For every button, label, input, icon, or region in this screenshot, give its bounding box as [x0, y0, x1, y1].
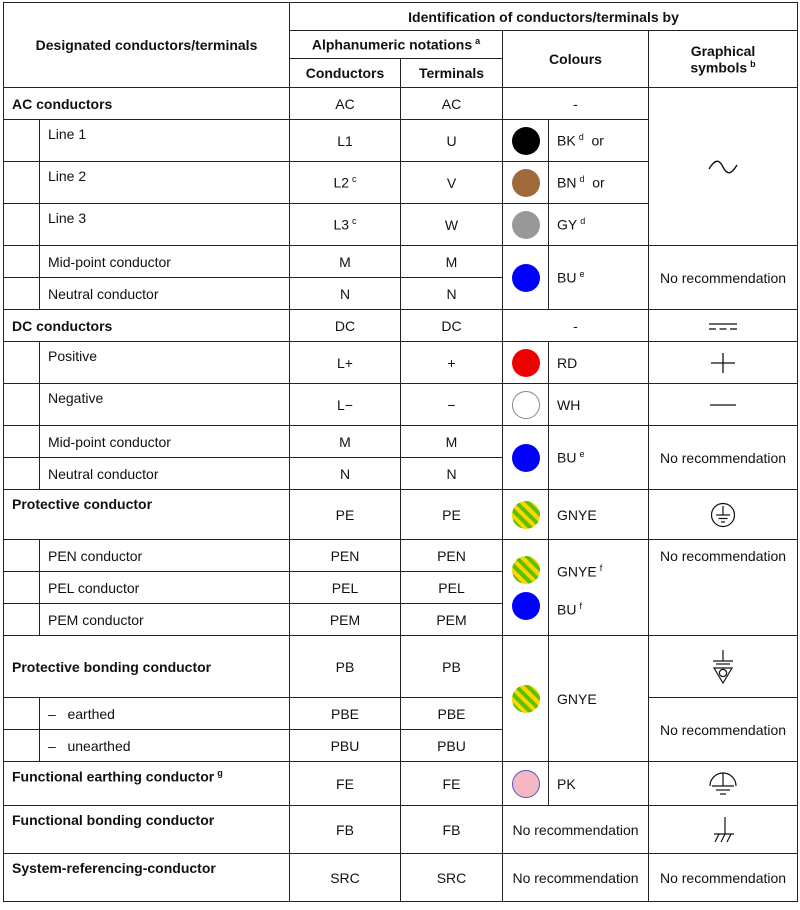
indent-cell [4, 342, 40, 384]
ac-cond: AC [290, 88, 401, 120]
indent-cell [4, 698, 40, 730]
dc-mid-cond: M [290, 426, 401, 458]
ac-line1-cond: L1 [290, 120, 401, 162]
conductor-identification-table [3, 2, 798, 902]
header-graphical: Graphical symbols $^b$ [649, 31, 798, 88]
indent-cell [4, 278, 40, 310]
indent-cell [4, 120, 40, 162]
pe-label: Protective conductor [4, 490, 290, 540]
pb-term: PB [401, 636, 503, 698]
src-colour-no-recommendation: No recommendation [503, 854, 649, 902]
ac-line3-cond: L3 $^c$ [290, 204, 401, 246]
ac-line3-label: Line 3 [40, 204, 290, 246]
ac-line2-label: Line 2 [40, 162, 290, 204]
dc-symbol [649, 310, 798, 342]
fb-cond: FB [290, 806, 401, 854]
fb-label: Functional bonding conductor [4, 806, 290, 854]
pen-no-recommendation: No recommendation [649, 540, 798, 636]
pb-symbol [649, 636, 798, 698]
src-term: SRC [401, 854, 503, 902]
pb-dot [503, 636, 549, 762]
ac-mid-term: M [401, 246, 503, 278]
dc-positive-label: Positive [40, 342, 290, 384]
fb-colour-no-recommendation: No recommendation [503, 806, 649, 854]
ac-neutral-label: Neutral conductor [40, 278, 290, 310]
indent-cell [4, 426, 40, 458]
header-designated: Designated conductors/terminals [4, 3, 290, 88]
pen-colours: GNYE $^f$ BU $^f$ [549, 540, 649, 636]
dc-bu-dot [503, 426, 549, 490]
ac-neutral-term: N [401, 278, 503, 310]
indent-cell [4, 246, 40, 278]
dc-negative-dot [503, 384, 549, 426]
dc-negative-term: − [401, 384, 503, 426]
ac-line2-cond: L2 $^c$ [290, 162, 401, 204]
pe-term: PE [401, 490, 503, 540]
fe-label: Functional earthing conductor $^g$ [4, 762, 290, 806]
dc-negative-colour: WH [549, 384, 649, 426]
fe-colour: PK [549, 762, 649, 806]
dc-neutral-term: N [401, 458, 503, 490]
ac-line3-colour: GY $^d$ [549, 204, 649, 246]
protective-bonding-icon [710, 649, 736, 685]
header-identification: Identification of conductors/terminals by [290, 3, 798, 31]
functional-earth-icon [708, 772, 738, 796]
pe-dot [503, 490, 549, 540]
ac-symbol [649, 88, 798, 246]
ac-bu-dot [503, 246, 549, 310]
ac-line2-colour: BN $^d$ or [549, 162, 649, 204]
src-symbol-no-recommendation: No recommendation [649, 854, 798, 902]
dc-positive-dot [503, 342, 549, 384]
fb-symbol [649, 806, 798, 854]
dc-positive-term: + [401, 342, 503, 384]
indent-cell [4, 204, 40, 246]
fe-cond: FE [290, 762, 401, 806]
pen-dots [503, 540, 549, 636]
header-terminals: Terminals [401, 59, 503, 88]
pb-colour: GNYE [549, 636, 649, 762]
pel-cond: PEL [290, 572, 401, 604]
pem-term: PEM [401, 604, 503, 636]
protective-earth-icon [710, 502, 736, 528]
ac-bu-colour: BU $^e$ [549, 246, 649, 310]
pem-label: PEM conductor [40, 604, 290, 636]
ac-line1-label: Line 1 [40, 120, 290, 162]
pen-cond: PEN [290, 540, 401, 572]
ac-neutral-cond: N [290, 278, 401, 310]
dc-cond: DC [290, 310, 401, 342]
dc-neutral-label: Neutral conductor [40, 458, 290, 490]
header-colours: Colours [503, 31, 649, 88]
src-label: System-referencing-conductor [4, 854, 290, 902]
ac-label: AC conductors [4, 88, 290, 120]
dc-icon [708, 321, 738, 331]
ac-line1-dot [503, 120, 549, 162]
indent-cell [4, 572, 40, 604]
ac-line2-dot [503, 162, 549, 204]
pb-unearthed-label: – unearthed [40, 730, 290, 762]
pel-label: PEL conductor [40, 572, 290, 604]
dc-mid-term: M [401, 426, 503, 458]
ac-term: AC [401, 88, 503, 120]
indent-cell [4, 604, 40, 636]
dc-colour: - [503, 310, 649, 342]
plus-icon [710, 352, 736, 374]
header-conductors: Conductors [290, 59, 401, 88]
dc-neutral-cond: N [290, 458, 401, 490]
ac-line3-term: W [401, 204, 503, 246]
pb-no-recommendation: No recommendation [649, 698, 798, 762]
fe-term: FE [401, 762, 503, 806]
ac-line2-term: V [401, 162, 503, 204]
functional-bonding-icon [710, 816, 736, 844]
header-alphanumeric: Alphanumeric notations $^a$ [290, 31, 503, 59]
pel-term: PEL [401, 572, 503, 604]
dc-label: DC conductors [4, 310, 290, 342]
minus-icon [709, 402, 737, 408]
tilde-icon [707, 159, 739, 175]
pbe-cond: PBE [290, 698, 401, 730]
dc-positive-colour: RD [549, 342, 649, 384]
ac-line1-term: U [401, 120, 503, 162]
ac-mid-cond: M [290, 246, 401, 278]
pen-term: PEN [401, 540, 503, 572]
pe-cond: PE [290, 490, 401, 540]
pe-symbol [649, 490, 798, 540]
ac-colour: - [503, 88, 649, 120]
dc-bu-colour: BU $^e$ [549, 426, 649, 490]
pe-colour: GNYE [549, 490, 649, 540]
pem-cond: PEM [290, 604, 401, 636]
dc-negative-label: Negative [40, 384, 290, 426]
indent-cell [4, 384, 40, 426]
indent-cell [4, 458, 40, 490]
ac-mid-label: Mid-point conductor [40, 246, 290, 278]
indent-cell [4, 540, 40, 572]
pb-cond: PB [290, 636, 401, 698]
pbu-cond: PBU [290, 730, 401, 762]
dc-positive-symbol [649, 342, 798, 384]
dc-mid-label: Mid-point conductor [40, 426, 290, 458]
ac-line1-colour: BK $^d$ or [549, 120, 649, 162]
fe-dot [503, 762, 549, 806]
pbe-term: PBE [401, 698, 503, 730]
dc-no-recommendation: No recommendation [649, 426, 798, 490]
dc-term: DC [401, 310, 503, 342]
pen-label: PEN conductor [40, 540, 290, 572]
pb-label: Protective bonding conductor [4, 636, 290, 698]
src-cond: SRC [290, 854, 401, 902]
dc-negative-cond: L− [290, 384, 401, 426]
dc-negative-symbol [649, 384, 798, 426]
pbu-term: PBU [401, 730, 503, 762]
indent-cell [4, 730, 40, 762]
dc-positive-cond: L+ [290, 342, 401, 384]
fb-term: FB [401, 806, 503, 854]
pb-earthed-label: – earthed [40, 698, 290, 730]
ac-no-recommendation: No recommendation [649, 246, 798, 310]
ac-line3-dot [503, 204, 549, 246]
indent-cell [4, 162, 40, 204]
fe-symbol [649, 762, 798, 806]
